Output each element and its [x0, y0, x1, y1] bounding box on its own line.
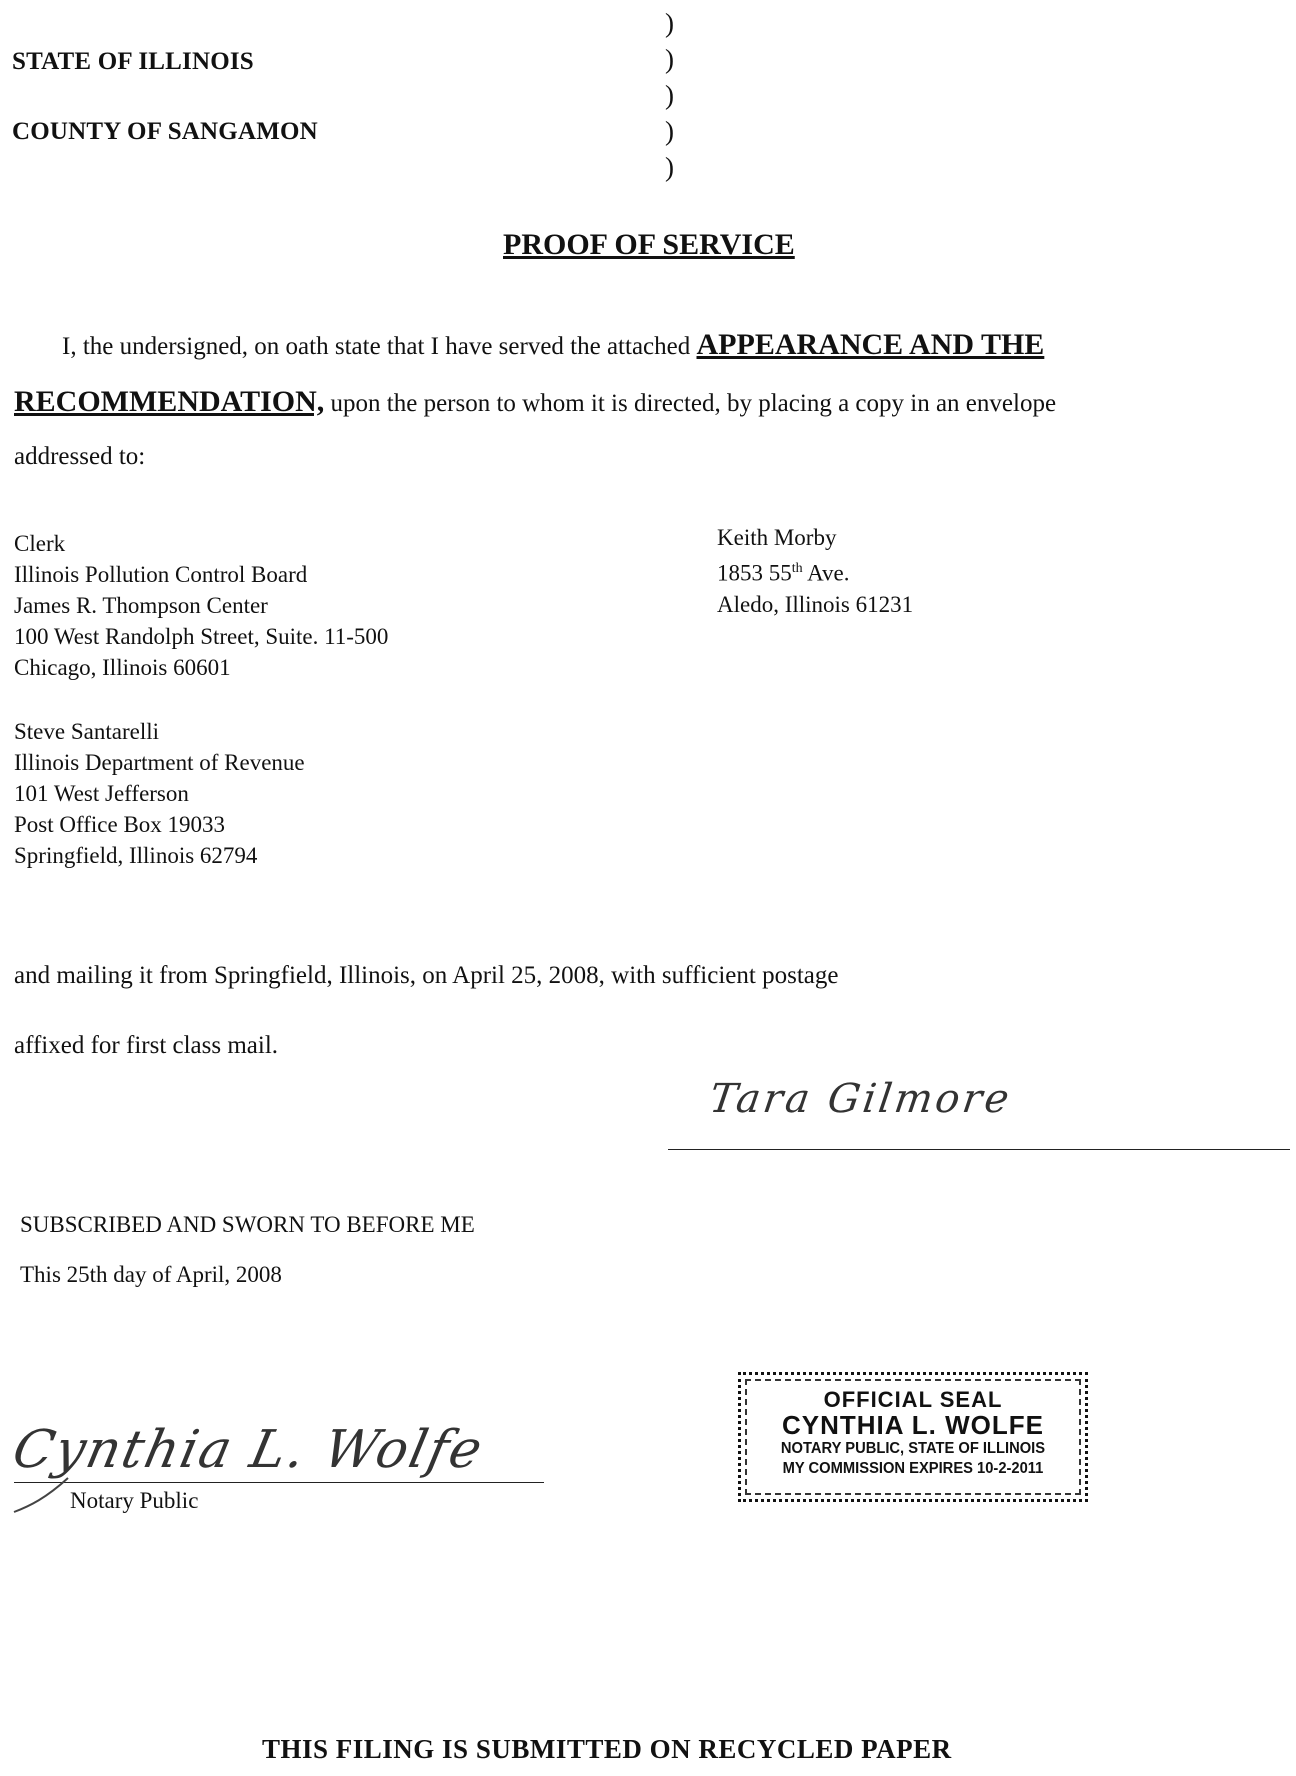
caption-county: COUNTY OF SANGAMON — [12, 118, 318, 145]
statement-rest: upon the person to whom it is directed, by placing a copy in an envelope — [324, 390, 1057, 417]
seal-state-line: NOTARY PUBLIC, STATE OF ILLINOIS — [780, 1440, 1046, 1457]
jurat-line-1: SUBSCRIBED AND SWORN TO BEFORE ME — [20, 1212, 475, 1237]
address-line — [717, 553, 913, 589]
statement-tail: addressed to: — [14, 443, 146, 470]
document-name-part1: APPEARANCE AND THE — [696, 328, 1045, 361]
ordinal-suffix: th — [791, 561, 803, 576]
mailing-line-2: affixed for first class mail. — [14, 1032, 279, 1059]
address-line: Illinois Department of Revenue — [14, 750, 305, 775]
addressee-clerk — [14, 528, 388, 683]
seal-title: OFFICIAL SEAL — [823, 1387, 1003, 1412]
address-line: Springfield, Illinois 62794 — [14, 843, 258, 868]
signature-line — [668, 1149, 1290, 1150]
official-seal-stamp — [738, 1372, 1088, 1502]
addressee-morby — [717, 522, 913, 620]
notary-signature: Cynthia L. Wolfe — [7, 1420, 490, 1480]
signer-signature: Tara Gilmore — [706, 1076, 1015, 1122]
caption-paren: ) — [665, 44, 674, 74]
statement-intro: I, the undersigned, on oath state that I have served the attached — [62, 333, 697, 360]
caption-paren: ) — [665, 80, 674, 110]
caption-paren: ) — [665, 8, 674, 38]
address-line: 100 West Randolph Street, Suite. 11-500 — [14, 624, 389, 649]
statement-line-1 — [62, 328, 1044, 362]
street-number: 1853 55 — [717, 560, 792, 586]
address-line: Chicago, Illinois 60601 — [14, 655, 231, 680]
address-line: Post Office Box 19033 — [14, 812, 226, 837]
statement-line-2 — [14, 385, 1056, 419]
address-line: 101 West Jefferson — [14, 781, 189, 806]
jurat-line-2: This 25th day of April, 2008 — [20, 1262, 282, 1287]
caption-paren: ) — [665, 152, 674, 182]
document-name-part2: RECOMMENDATION, — [14, 385, 325, 418]
seal-notary-name: CYNTHIA L. WOLFE — [781, 1410, 1044, 1440]
addressee-santarelli — [14, 716, 305, 871]
notary-signature-line — [14, 1482, 544, 1483]
notary-public-label: Notary Public — [70, 1488, 199, 1513]
mailing-line-1: and mailing it from Springfield, Illinois, on April 25, 2008, with sufficient postage — [14, 962, 839, 989]
address-line: James R. Thompson Center — [14, 593, 268, 618]
signature-flourish — [10, 1468, 74, 1522]
street-rest: Ave. — [802, 560, 850, 586]
seal-expiration: MY COMMISSION EXPIRES 10-2-2011 — [782, 1460, 1044, 1477]
document-title: PROOF OF SERVICE — [503, 228, 795, 261]
address-line: Steve Santarelli — [14, 719, 159, 744]
caption-state: STATE OF ILLINOIS — [12, 48, 254, 75]
recycled-paper-notice: THIS FILING IS SUBMITTED ON RECYCLED PAPER — [262, 1734, 952, 1764]
caption-paren: ) — [665, 116, 674, 146]
address-line: Illinois Pollution Control Board — [14, 562, 308, 587]
address-line: Keith Morby — [717, 525, 837, 550]
address-line: Clerk — [14, 531, 66, 556]
address-line: Aledo, Illinois 61231 — [717, 591, 914, 617]
